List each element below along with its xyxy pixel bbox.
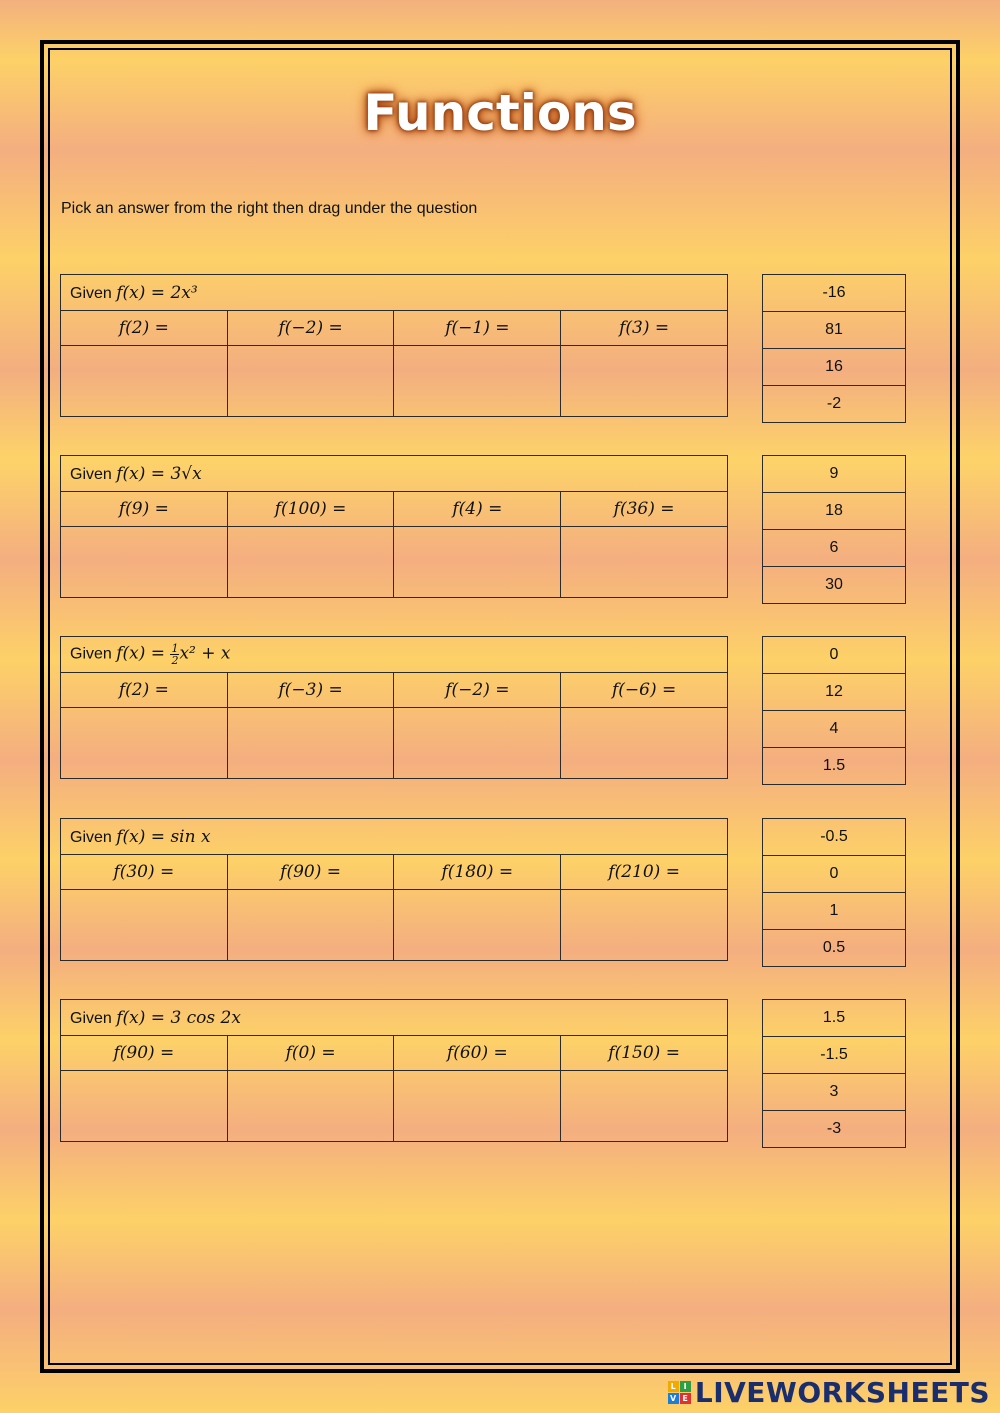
given-cell [61, 275, 728, 311]
answer-drop-zone[interactable] [561, 1071, 728, 1142]
draggable-answer[interactable]: -0.5 [763, 819, 906, 856]
logo-text: LIVEWORKSHEETS [694, 1376, 990, 1409]
draggable-answer[interactable]: -3 [763, 1111, 906, 1148]
question-header: f(−2) = [394, 673, 561, 708]
question-header: f(90) = [61, 1036, 228, 1071]
draggable-answer[interactable]: 1.5 [763, 1000, 906, 1037]
logo-mark-letter: I [680, 1381, 691, 1392]
answer-drop-zone[interactable] [227, 527, 394, 598]
question-header: f(210) = [561, 855, 728, 890]
draggable-answer[interactable]: 4 [763, 711, 906, 748]
question-header: f(0) = [227, 1036, 394, 1071]
answer-drop-zone[interactable] [394, 890, 561, 961]
answer-bank-2 [762, 455, 906, 604]
question-header: f(100) = [227, 492, 394, 527]
instructions-text: Pick an answer from the right then drag under the question [61, 200, 478, 217]
answer-drop-zone[interactable] [61, 890, 228, 961]
question-table-2 [60, 455, 728, 598]
function-definition: f(x) = 3√x [116, 463, 202, 484]
function-definition-end: x² + x [179, 643, 231, 664]
answer-drop-zone[interactable] [61, 1071, 228, 1142]
answer-drop-zone[interactable] [394, 1071, 561, 1142]
question-header: f(2) = [61, 311, 228, 346]
logo-mark-letter: V [668, 1393, 679, 1404]
answer-drop-zone[interactable] [227, 1071, 394, 1142]
given-label: Given [70, 645, 117, 663]
draggable-answer[interactable]: 6 [763, 530, 906, 567]
draggable-answer[interactable]: 30 [763, 567, 906, 604]
given-label: Given [70, 828, 117, 846]
question-header: f(60) = [394, 1036, 561, 1071]
draggable-answer[interactable]: -1.5 [763, 1037, 906, 1074]
fraction-numerator: 1 [171, 642, 179, 655]
given-cell [61, 819, 728, 855]
given-cell [61, 637, 728, 673]
liveworksheets-logo[interactable] [668, 1376, 990, 1409]
answer-drop-zone[interactable] [394, 527, 561, 598]
answer-drop-zone[interactable] [561, 346, 728, 417]
fraction-denominator: 2 [171, 654, 179, 667]
answer-bank-4 [762, 818, 906, 967]
answer-drop-zone[interactable] [394, 346, 561, 417]
question-table-4 [60, 818, 728, 961]
answer-drop-zone[interactable] [227, 890, 394, 961]
draggable-answer[interactable]: 18 [763, 493, 906, 530]
question-header: f(−1) = [394, 311, 561, 346]
given-label: Given [70, 1009, 117, 1027]
given-label: Given [70, 465, 117, 483]
question-header: f(−6) = [561, 673, 728, 708]
question-header: f(3) = [561, 311, 728, 346]
draggable-answer[interactable]: 16 [763, 349, 906, 386]
draggable-answer[interactable]: 1.5 [763, 748, 906, 785]
page-title: Functions [363, 84, 637, 142]
draggable-answer[interactable]: -2 [763, 386, 906, 423]
function-definition: f(x) = 2x³ [116, 282, 198, 303]
answer-drop-zone[interactable] [561, 890, 728, 961]
answer-bank-3 [762, 636, 906, 785]
question-header: f(−2) = [227, 311, 394, 346]
given-cell [61, 456, 728, 492]
draggable-answer[interactable]: 81 [763, 312, 906, 349]
answer-drop-zone[interactable] [61, 527, 228, 598]
answer-drop-zone[interactable] [61, 708, 228, 779]
answer-drop-zone[interactable] [227, 346, 394, 417]
answer-bank-5 [762, 999, 906, 1148]
answer-drop-zone[interactable] [61, 346, 228, 417]
question-header: f(9) = [61, 492, 228, 527]
given-label: Given [70, 284, 117, 302]
question-table-5 [60, 999, 728, 1142]
logo-mark-letter: E [680, 1393, 691, 1404]
question-header: f(2) = [61, 673, 228, 708]
draggable-answer[interactable]: 12 [763, 674, 906, 711]
question-header: f(90) = [227, 855, 394, 890]
draggable-answer[interactable]: -16 [763, 275, 906, 312]
question-table-3 [60, 636, 728, 779]
answer-drop-zone[interactable] [227, 708, 394, 779]
question-header: f(180) = [394, 855, 561, 890]
draggable-answer[interactable]: 0 [763, 856, 906, 893]
logo-mark-letter: L [668, 1381, 679, 1392]
answer-drop-zone[interactable] [561, 527, 728, 598]
question-header: f(36) = [561, 492, 728, 527]
draggable-answer[interactable]: 0.5 [763, 930, 906, 967]
answer-drop-zone[interactable] [561, 708, 728, 779]
draggable-answer[interactable]: 1 [763, 893, 906, 930]
draggable-answer[interactable]: 9 [763, 456, 906, 493]
function-definition: f(x) = 3 cos 2x [116, 1007, 241, 1028]
question-header: f(−3) = [227, 673, 394, 708]
draggable-answer[interactable]: 0 [763, 637, 906, 674]
question-table-1 [60, 274, 728, 417]
logo-mark-icon [668, 1381, 691, 1404]
question-header: f(4) = [394, 492, 561, 527]
answer-drop-zone[interactable] [394, 708, 561, 779]
given-cell [61, 1000, 728, 1036]
question-header: f(150) = [561, 1036, 728, 1071]
question-header: f(30) = [61, 855, 228, 890]
function-definition-start: f(x) = [116, 643, 171, 664]
draggable-answer[interactable]: 3 [763, 1074, 906, 1111]
answer-bank-1 [762, 274, 906, 423]
function-definition: f(x) = sin x [116, 826, 211, 847]
